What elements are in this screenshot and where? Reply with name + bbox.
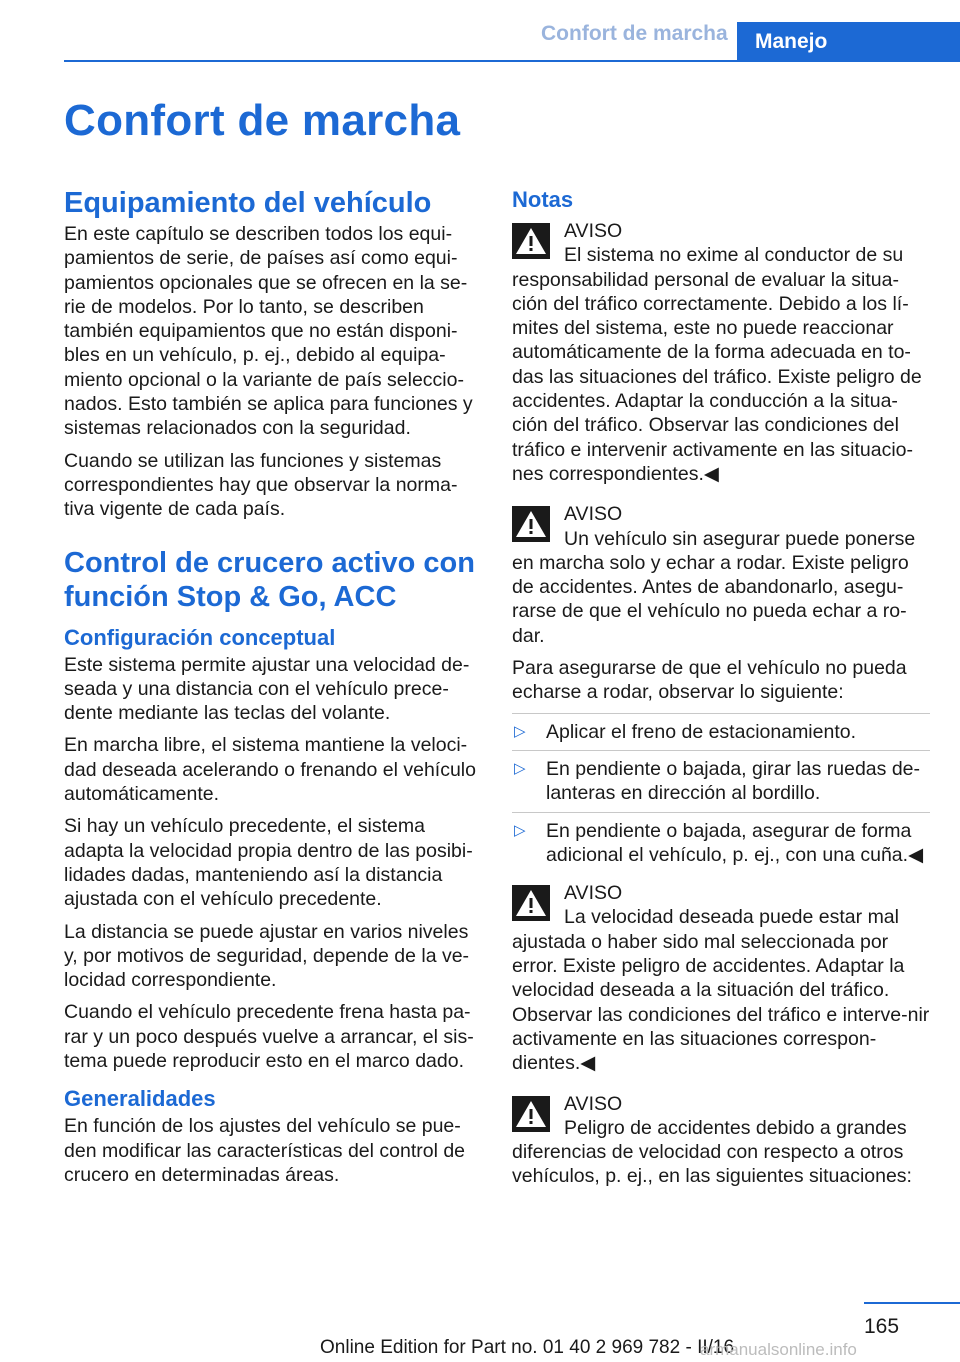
subheading-general: Generalidades bbox=[64, 1086, 216, 1112]
warning-label: AVISO bbox=[564, 882, 623, 905]
warning-block-1 bbox=[512, 219, 930, 486]
paragraph-secure: Para asegurarse de que el vehículo no pueda echarse a rodar, observar lo siguiente: bbox=[512, 657, 907, 704]
warning-text: El sistema no exime al conductor de su responsabilidad personal de evaluar la situa-ción del tráfico correctamente. Debido a los lí-mites del sistema, este no puede reaccionar automáticamente de la forma adecuada en to-das las situaciones del tráfico. Existe peligro de accidentes. Adaptar la conducción a la situa-ción del tráfico. Observar las condiciones del tráfico e intervenir activamente en las situacio-nes correspondientes.◀ bbox=[512, 244, 922, 485]
warning-block-4 bbox=[512, 1092, 930, 1189]
subheading-concept: Configuración conceptual bbox=[64, 624, 336, 650]
list-item bbox=[512, 812, 930, 874]
heading-notes: Notas bbox=[512, 187, 574, 212]
warning-block-2 bbox=[512, 502, 930, 648]
secure-steps-list bbox=[512, 713, 930, 873]
watermark: armanualsonline.info bbox=[700, 1340, 857, 1359]
footer-divider bbox=[864, 1302, 960, 1304]
warning-label: AVISO bbox=[564, 503, 623, 526]
header-section-label: Confort de marcha bbox=[541, 22, 728, 45]
list-item-text: En pendiente o bajada, asegurar de forma adicional el vehículo, p. ej., con una cuña.◀ bbox=[546, 819, 924, 866]
list-item-text: Aplicar el freno de estacionamiento. bbox=[546, 720, 857, 743]
warning-label: AVISO bbox=[564, 1092, 623, 1115]
paragraph-concept-4: La distancia se puede ajustar en varios niveles y, por motivos de seguridad, depende de la ve-locidad correspondiente. bbox=[64, 920, 470, 992]
page-header bbox=[0, 0, 960, 62]
right-column bbox=[512, 186, 930, 1205]
edition-note: Online Edition for Part no. 01 40 2 969 782 - II/16 bbox=[320, 1337, 735, 1358]
list-item bbox=[512, 750, 930, 812]
triangle-bullet-icon: ▷ bbox=[514, 759, 526, 777]
warning-text: Peligro de accidentes debido a grandes diferencias de velocidad con respecto a otros vehículos, p. ej., en las siguientes situaciones: bbox=[512, 1116, 912, 1188]
header-chapter-tab: Manejo bbox=[737, 22, 960, 62]
warning-block-3 bbox=[512, 881, 930, 1075]
paragraph-equipment-2: Cuando se utilizan las funciones y sistemas correspondientes hay que observar la norma-tiva vigente de cada país. bbox=[64, 449, 458, 521]
warning-triangle-icon bbox=[512, 506, 550, 542]
heading-acc: Control de crucero activo con función Stop & Go, ACC bbox=[64, 546, 475, 613]
paragraph-concept-1: Este sistema permite ajustar una velocidad de-seada y una distancia con el vehículo prece-dente mediante las teclas del volante. bbox=[64, 653, 470, 725]
list-item bbox=[512, 713, 930, 750]
warning-text: La velocidad deseada puede estar mal ajustada o haber sido mal seleccionada por error. Existe peligro de accidentes. Adaptar la velocidad deseada a la situación del tráfico. Observar las condiciones del tráfico e interve-nir activamente en las situaciones correspon-dientes.◀ bbox=[512, 906, 930, 1075]
warning-triangle-icon bbox=[512, 885, 550, 921]
list-item-text: En pendiente o bajada, girar las ruedas de-lanteras en dirección al bordillo. bbox=[546, 757, 921, 805]
chapter-title: Confort de marcha bbox=[64, 96, 461, 145]
triangle-bullet-icon: ▷ bbox=[514, 821, 526, 839]
warning-text: Un vehículo sin asegurar puede ponerse en marcha solo y echar a rodar. Existe peligro de accidentes. Antes de abandonarlo, asegu-rarse de que el vehículo no pueda echar a ro-dar. bbox=[512, 527, 916, 647]
page-number: 165 bbox=[864, 1315, 900, 1338]
warning-triangle-icon bbox=[512, 1096, 550, 1132]
paragraph-general-1: En función de los ajustes del vehículo se pue-den modificar las características del control de crucero en determinadas áreas. bbox=[64, 1115, 466, 1186]
warning-label: AVISO bbox=[564, 220, 623, 242]
header-divider bbox=[64, 60, 960, 62]
paragraph-concept-3: Si hay un vehículo precedente, el sistema adapta la velocidad propia dentro de las posibi-lidades dadas, manteniendo así la distancia ajustada con el vehículo precedente. bbox=[64, 815, 473, 911]
paragraph-concept-2: En marcha libre, el sistema mantiene la veloci-dad deseada acelerando o frenando el vehículo automáticamente. bbox=[64, 734, 476, 806]
warning-triangle-icon bbox=[512, 223, 550, 259]
heading-equipment: Equipamiento del vehículo bbox=[64, 187, 432, 219]
left-column bbox=[64, 186, 480, 1195]
paragraph-equipment-1: En este capítulo se describen todos los equi-pamientos de serie, de países así como equi-pamientos opcionales que se ofrecen en la se-rie de modelos. Por lo tanto, se describen también equipamientos que no están disponi-bles en un vehículo, p. ej., debido al equipa-miento opcional o la variante de país seleccio-nados. Esto también se aplica para funciones y sistemas relacionados con la seguridad. bbox=[64, 223, 473, 440]
paragraph-concept-5: Cuando el vehículo precedente frena hasta pa-rar y un poco después vuelve a arrancar, el sis-tema puede reproducir esto en el marco dado. bbox=[64, 1001, 474, 1073]
triangle-bullet-icon: ▷ bbox=[514, 722, 526, 740]
